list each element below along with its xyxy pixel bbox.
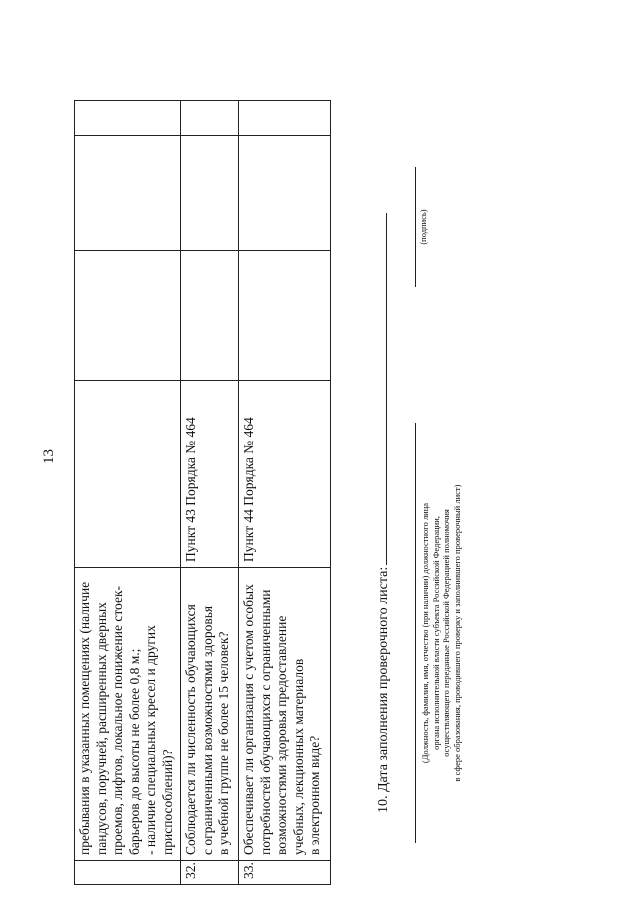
fill-date-label: 10. Дата заполнения проверочного листа: [376,566,391,813]
row-number [75,861,181,885]
question-line: пандусов, поручней, расширенных дверных [93,602,109,855]
legal-reference: Пункт 43 Порядка № 464 [181,381,239,568]
question-line: Обеспечивает ли организация с учетом особых [241,584,256,855]
caption-line: органа исполнительной власти субъекта Российской Федерации, [430,516,441,750]
question-line: приспособлений)? [159,749,175,855]
official-caption [420,423,462,843]
question-line: в учебной группе не более 15 человек? [216,631,231,855]
answer-cell [239,251,331,381]
official-name-rule [415,423,416,843]
legal-reference [75,381,181,568]
answer-cell [239,136,331,251]
question-line: - наличие специальных кресел и других [143,625,158,855]
question-text [239,568,331,861]
question-line: учебных, лекционных материалов [290,658,306,855]
question-line: с ограниченными возможностями здоровья [199,605,215,855]
fill-date-blank [374,213,387,565]
question-line: потребностей обучающихся с ограниченными [257,589,273,855]
table-row [239,101,331,885]
answer-cell [75,136,181,251]
signature-rule [415,167,416,287]
answer-cell [181,136,239,251]
question-line: барьеров до высоты не более 0,8 м.; [126,648,142,855]
checklist-table [74,100,331,885]
row-number: 33. [239,861,331,885]
signature-label: (подпись) [418,209,428,245]
question-line: возможностями здоровья предоставление [274,615,289,855]
question-line: пребывания в указанных помещениях (наличие [77,581,92,855]
table-row [181,101,239,885]
fill-date-line [374,213,392,813]
legal-reference: Пункт 44 Порядка № 464 [239,381,331,568]
answer-cell [75,251,181,381]
caption-line: осуществляющего переданные Российской Федерацией полномочия [441,509,452,757]
question-line: Соблюдается ли численность обучающихся [183,604,198,855]
note-cell [75,101,181,136]
question-text [75,568,181,861]
table-row [75,101,181,885]
question-line: проемов, лифтов, локальное понижение стоек- [110,585,125,855]
note-cell [181,101,239,136]
rotated-page-content [60,60,580,905]
page-number: 13 [41,449,57,464]
note-cell [239,101,331,136]
answer-cell [181,251,239,381]
row-number: 32. [181,861,239,885]
caption-line: в сфере образования, проводившего проверку и заполнившего проверочный лист) [451,484,462,782]
question-line: в электронном виде? [307,735,322,855]
caption-line: (Должность, фамилия, имя, отчество (при наличии) должностного лица [420,502,430,764]
question-text [181,568,239,861]
